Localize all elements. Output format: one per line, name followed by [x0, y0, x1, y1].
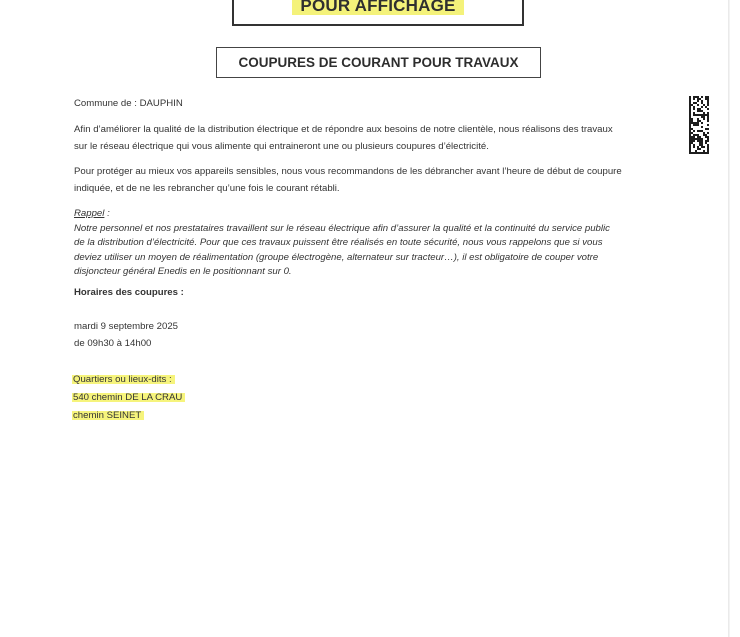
quartier-item: 540 chemin DE LA CRAU	[72, 392, 185, 403]
quartiers-section	[74, 371, 185, 424]
advice-line: indiquée, et de ne les rebrancher qu’une fois le courant rétabli.	[74, 183, 340, 194]
datamatrix-code-icon	[689, 96, 709, 154]
intro-paragraph	[74, 121, 613, 155]
quartiers-heading: Quartiers ou lieux-dits :	[72, 374, 175, 385]
cut-date: mardi 9 septembre 2025	[74, 321, 178, 332]
cut-time-range: de 09h30 à 14h00	[74, 338, 152, 349]
page-title: COUPURES DE COURANT POUR TRAVAUX	[216, 47, 541, 78]
rappel-section	[74, 207, 610, 280]
intro-line: sur le réseau électrique qui vous alimente qui entraineront une ou plusieurs coupures d’électricité.	[74, 141, 489, 152]
rappel-line: deviez utiliser un moyen de réalimentation (groupe électrogène, alternateur sur tracteur…), il est obligatoire de couper votre	[74, 251, 599, 263]
rappel-heading: Rappel	[74, 208, 105, 219]
scan-edge-shadow	[728, 0, 730, 637]
rappel-line: de la distribution d’électricité. Pour que ces travaux puissent être réalisés en toute sécurité, nous vous rappelons que si vous	[74, 237, 603, 248]
display-banner	[232, 0, 524, 26]
rappel-line: Notre personnel et nos prestataires travaillent sur le réseau électrique afin d’assurer la qualité et la continuité du service public	[74, 222, 610, 234]
banner-text: POUR AFFICHAGE	[292, 0, 463, 15]
quartier-item: chemin SEINET	[72, 410, 144, 421]
advice-line: Pour protéger au mieux vos appareils sensibles, nous vous recommandons de les débrancher avant l’heure de début de coupure	[74, 166, 622, 177]
advice-paragraph	[74, 163, 622, 197]
intro-line: Afin d’améliorer la qualité de la distribution électrique et de répondre aux besoins de notre clientèle, nous réalisons des travaux	[74, 124, 613, 135]
rappel-line: disjoncteur général Enedis en le positionnant sur 0.	[74, 266, 292, 277]
horaires-heading: Horaires des coupures :	[74, 287, 184, 298]
rappel-heading-suffix: :	[104, 208, 110, 219]
commune-line: Commune de : DAUPHIN	[74, 98, 183, 109]
